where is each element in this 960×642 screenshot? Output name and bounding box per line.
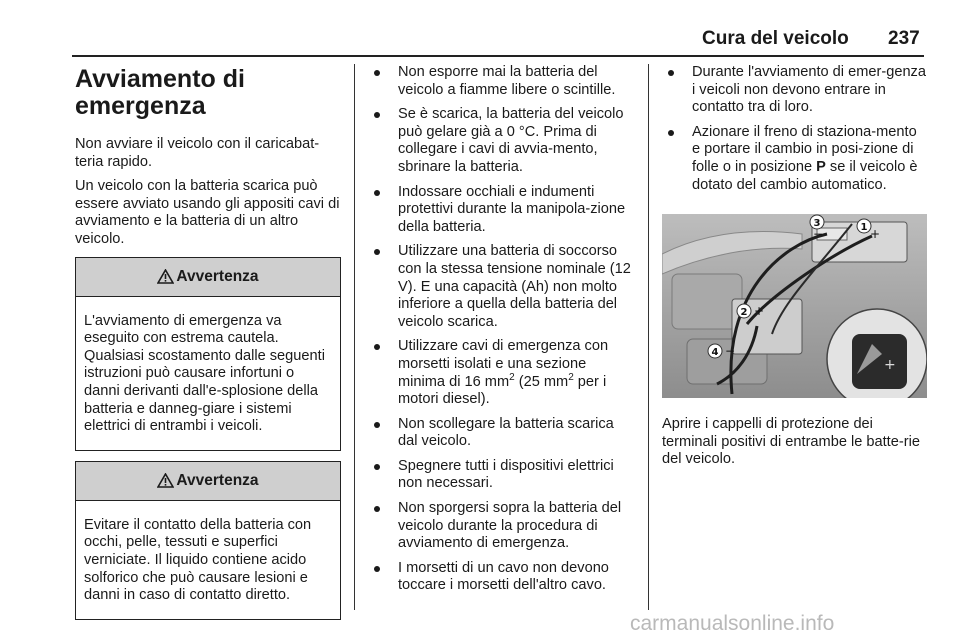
list-item-park-brake <box>662 124 927 194</box>
list-item <box>368 184 636 237</box>
warning-header <box>76 258 340 297</box>
label-4: 4 <box>711 347 719 359</box>
intro-paragraph-2: Un veicolo con la batteria scarica può essere avviato usando gli appositi cavi di avviamento e la batteria di un altro veicolo. <box>75 178 340 247</box>
procedure-list <box>662 64 927 194</box>
plus-sign: + <box>754 304 765 319</box>
list-item-cable-section <box>368 338 636 408</box>
label-3: 3 <box>813 218 821 230</box>
list-item <box>368 458 636 493</box>
list-item <box>368 560 636 595</box>
warning-box-2 <box>75 461 341 620</box>
header-rule <box>72 55 924 57</box>
list-item-text: se il veicolo è dotato del cambio automatico. <box>692 158 918 193</box>
list-item-text: Utilizzare una batteria di soccorso con la stessa tensione nominale (12 V). E una capacità (Ah) non molto inferiore a quella della batteria del veicolo scarica. <box>398 243 631 330</box>
bullet-icon <box>374 249 380 255</box>
bullet-icon <box>374 506 380 512</box>
section-title: Cura del veicolo <box>702 28 849 49</box>
bullet-icon <box>668 130 674 136</box>
superscript: 2 <box>568 371 574 383</box>
list-item <box>368 64 636 99</box>
engine-bay-figure <box>662 214 927 398</box>
list-item-text: Indossare occhiali e indumenti protettivi durante la manipola-zione della batteria. <box>398 183 626 235</box>
list-item-text: Azionare il freno di staziona-mento e portare il cambio in posi-zione di folle o in posizione <box>692 123 917 175</box>
warning-text: Evitare il contatto della batteria con occhi, pelle, tessuti e superfici verniciate. Il liquido contiene acido solforico che può causare lesioni e danni in caso di contatto diretto. <box>84 516 312 604</box>
section-heading: Avviamento di emergenza <box>75 65 245 120</box>
bullet-icon <box>374 190 380 196</box>
bullet-icon <box>668 70 674 76</box>
column-middle <box>368 64 636 602</box>
warning-text: L'avviamento di emergenza va eseguito con estrema cautela. Qualsiasi scostamento dalle seguenti istruzioni può causare infortuni o danni derivanti dall'e-splosione della batteria e danneg-giare i sistemi elettrici di entrambi i veicoli. <box>84 312 325 435</box>
list-item <box>368 106 636 176</box>
warning-triangle-icon <box>157 269 174 284</box>
minus-sign: − <box>725 344 736 359</box>
minus-sign: − <box>813 227 824 242</box>
intro-paragraph-1: Non avviare il veicolo con il caricabat-teria rapido. <box>75 136 320 170</box>
list-item-text: (25 mm <box>514 373 569 390</box>
warning-header <box>76 462 340 501</box>
jump-start-illustration <box>662 214 927 398</box>
warning-box-1 <box>75 257 341 451</box>
figure-caption: Aprire i cappelli di protezione dei terminali positivi di entrambe le batte-rie del veicolo. <box>662 416 920 468</box>
list-item-text: Se è scarica, la batteria del veicolo può gelare già a 0 °C. Prima di collegare i cavi di avvia-mento, sbrinare la batteria. <box>398 106 624 175</box>
warning-triangle-icon <box>157 473 174 488</box>
bullet-icon <box>374 464 380 470</box>
bullet-icon <box>374 422 380 428</box>
superscript: 2 <box>509 371 515 383</box>
page-number: 237 <box>888 28 920 49</box>
precaution-list <box>368 64 636 595</box>
plus-sign: + <box>884 357 896 374</box>
warning-title: Avvertenza <box>176 471 259 489</box>
list-item <box>662 64 927 117</box>
plus-sign: + <box>870 227 881 242</box>
gear-position: P <box>816 158 826 175</box>
bullet-icon <box>374 70 380 76</box>
column-right <box>662 64 927 476</box>
list-item <box>368 500 636 553</box>
label-1: 1 <box>860 222 868 234</box>
list-item <box>368 416 636 451</box>
list-item-text: Spegnere tutti i dispositivi elettrici non necessari. <box>398 457 614 492</box>
list-item-text: Durante l'avviamento di emer-genza i veicoli non devono entrare in contatto tra di loro. <box>692 64 926 116</box>
list-item-text: per i motori diesel). <box>398 373 607 408</box>
bullet-icon <box>374 566 380 572</box>
label-2: 2 <box>740 307 748 319</box>
warning-title: Avvertenza <box>176 267 259 285</box>
list-item-text: Non esporre mai la batteria del veicolo a fiamme libere o scintille. <box>398 64 616 98</box>
list-item-text: Utilizzare cavi di emergenza con morsetti isolati e una sezione minima di 16 mm <box>398 338 609 390</box>
column-divider-right <box>648 64 649 610</box>
column-divider-left <box>354 64 355 610</box>
list-item-text: Non sporgersi sopra la batteria del veicolo durante la procedura di avviamento di emergenza. <box>398 500 622 552</box>
bullet-icon <box>374 344 380 350</box>
list-item <box>368 243 636 331</box>
list-item-text: I morsetti di un cavo non devono toccare i morsetti dell'altro cavo. <box>398 559 609 594</box>
list-item-text: Non scollegare la batteria scarica dal veicolo. <box>398 415 614 450</box>
column-left <box>75 64 341 630</box>
watermark: carmanualsonline.info <box>630 612 835 635</box>
bullet-icon <box>374 112 380 118</box>
